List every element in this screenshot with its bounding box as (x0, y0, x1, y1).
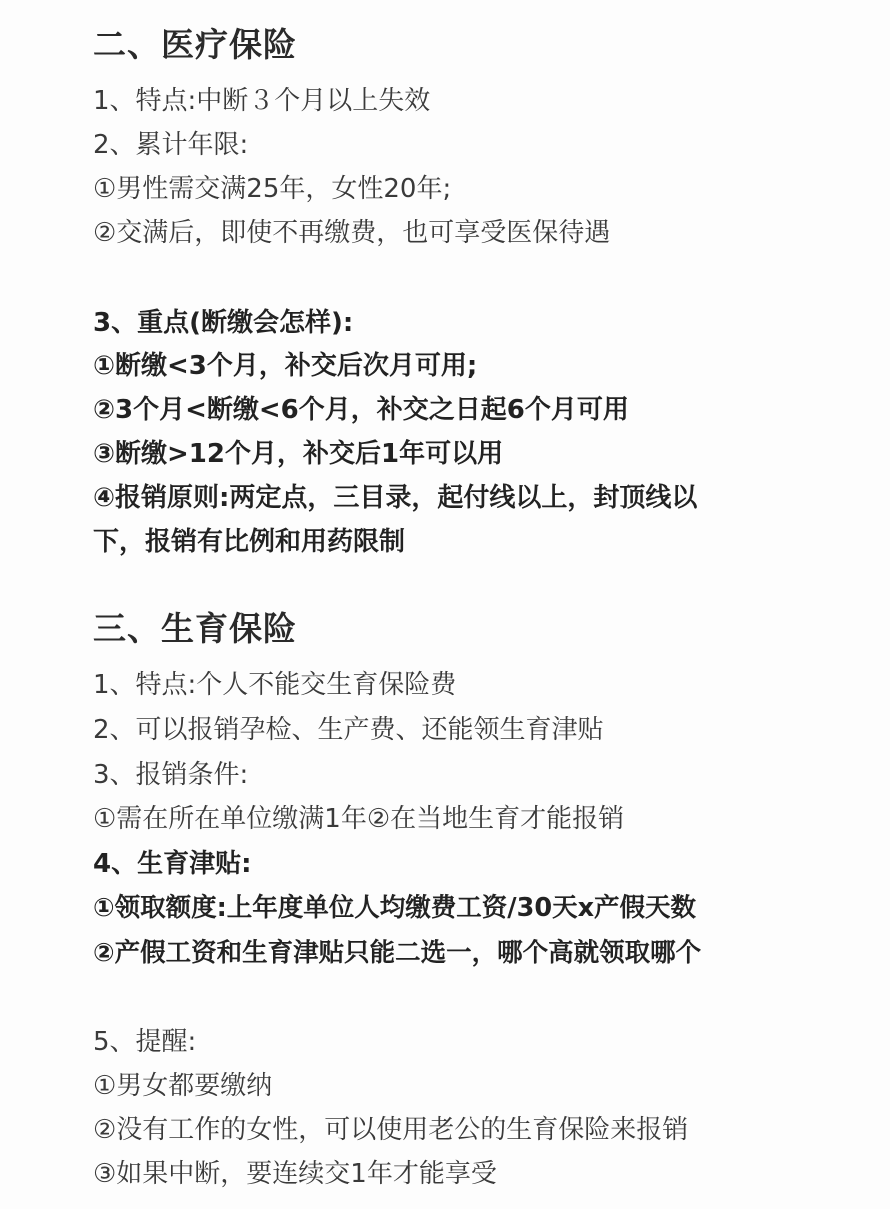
medical-years-detail-1: ①男性需交满25年，女性20年; (93, 174, 452, 204)
medical-key-item-4-cont: 下，报销有比例和用药限制 (93, 527, 406, 557)
medical-years-detail-2: ②交满后，即使不再缴费，也可享受医保待遇 (93, 218, 611, 248)
section-title-medical: 二、医疗保险 (93, 25, 297, 64)
medical-key-item-1: ①断缴<3个月，补交后次月可用; (93, 351, 478, 381)
maternity-conditions-line: 3、报销条件: (93, 760, 249, 790)
maternity-reminder-item-1: ①男女都要缴纳 (93, 1071, 273, 1101)
maternity-reminder-heading: 5、提醒: (93, 1027, 197, 1057)
medical-key-heading: 3、重点(断缴会怎样): (93, 308, 354, 338)
maternity-allowance-item-1: ①领取额度:上年度单位人均缴费工资/30天x产假天数 (93, 893, 697, 923)
section-title-maternity: 三、生育保险 (93, 609, 297, 648)
maternity-reminder-item-2: ②没有工作的女性，可以使用老公的生育保险来报销 (93, 1115, 689, 1145)
maternity-feature-line: 1、特点:个人不能交生育保险费 (93, 670, 457, 700)
maternity-allowance-heading: 4、生育津贴: (93, 849, 252, 879)
maternity-reminder-item-3: ③如果中断，要连续交1年才能享受 (93, 1159, 497, 1189)
medical-feature-line: 1、特点:中断３个月以上失效 (93, 86, 431, 116)
medical-key-item-2: ②3个月<断缴<6个月，补交之日起6个月可用 (93, 395, 629, 425)
maternity-allowance-item-2: ②产假工资和生育津贴只能二选一，哪个高就领取哪个 (93, 938, 702, 968)
maternity-conditions-detail: ①需在所在单位缴满1年②在当地生育才能报销 (93, 804, 625, 834)
medical-key-item-3: ③断缴>12个月，补交后1年可以用 (93, 439, 504, 469)
medical-key-item-4: ④报销原则:两定点，三目录，起付线以上，封顶线以 (93, 483, 698, 513)
medical-years-line: 2、累计年限: (93, 130, 249, 160)
maternity-reimburse-line: 2、可以报销孕检、生产费、还能领生育津贴 (93, 715, 604, 745)
